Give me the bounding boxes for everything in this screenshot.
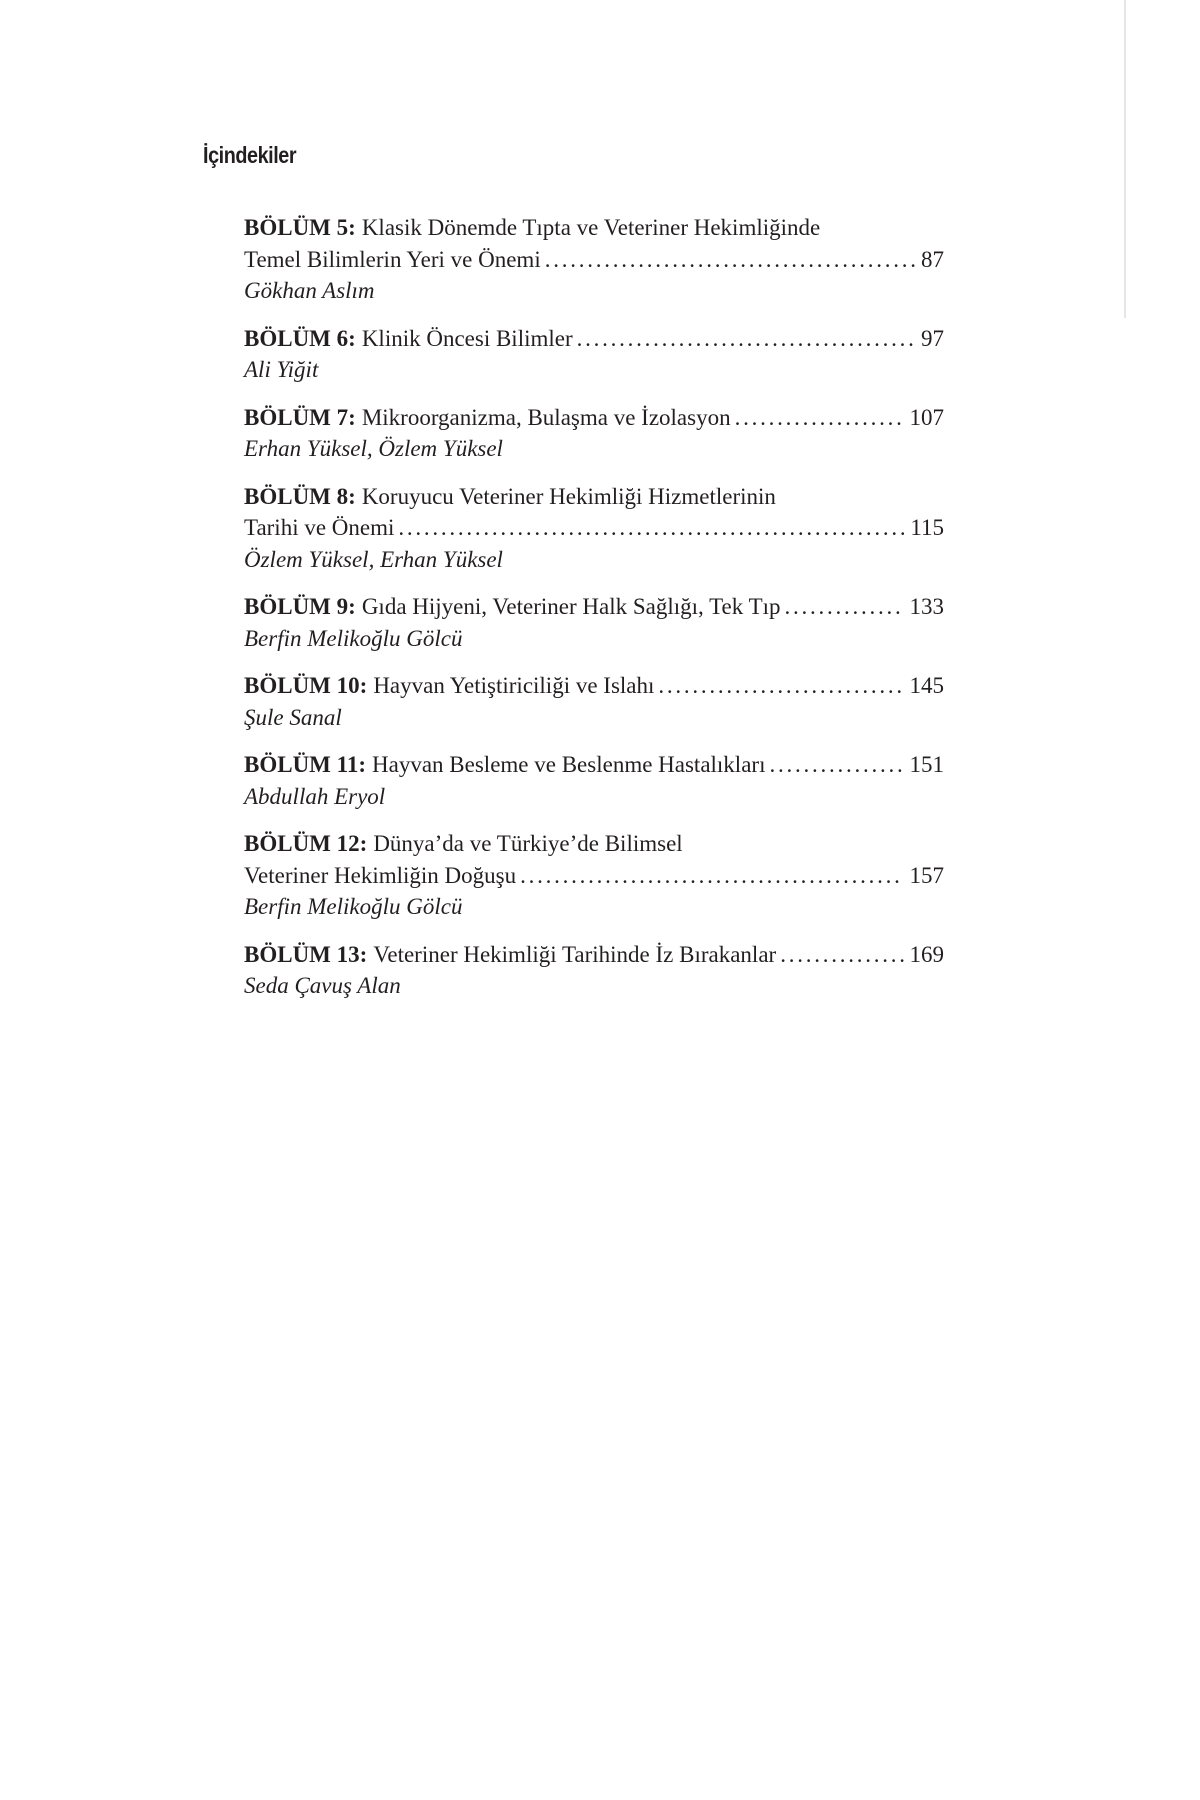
- page-number: 169: [909, 941, 944, 967]
- page-number: 133: [909, 594, 944, 619]
- toc-title-line: [244, 323, 944, 355]
- toc-title-line: [244, 481, 944, 513]
- page-number: 157: [909, 862, 944, 888]
- chapter-label: BÖLÜM 13:: [244, 941, 368, 967]
- dot-leader: [780, 939, 903, 971]
- toc-title-line: [244, 212, 944, 244]
- chapter-title: Temel Bilimlerin Yeri ve Önemi: [244, 246, 541, 272]
- chapter-label: BÖLÜM 6:: [244, 325, 356, 351]
- chapter-title: Klasik Dönemde Tıpta ve Veteriner Hekimliğinde: [361, 215, 821, 240]
- chapter-author: Berfin Melikoğlu Gölcü: [244, 894, 463, 919]
- dot-leader: [785, 591, 904, 623]
- chapter-label: BÖLÜM 8:: [244, 483, 356, 509]
- chapter-author: Seda Çavuş Alan: [244, 973, 401, 998]
- chapter-author: Gökhan Aslım: [244, 278, 375, 303]
- page-number: 115: [910, 515, 944, 540]
- toc-entry-chapter-7[interactable]: [244, 402, 944, 465]
- toc-entry-chapter-8[interactable]: [244, 481, 944, 576]
- toc-entry-chapter-5[interactable]: [244, 212, 944, 307]
- page-number: 151: [909, 752, 944, 777]
- chapter-author: Erhan Yüksel, Özlem Yüksel: [244, 436, 503, 461]
- page-number: 145: [909, 673, 944, 698]
- chapter-title: Tarihi ve Önemi: [244, 515, 395, 540]
- toc-title-line: [244, 939, 944, 971]
- toc-title-line: [244, 512, 944, 544]
- chapter-title: Hayvan Besleme ve Beslenme Hastalıkları: [372, 752, 766, 777]
- page-edge-line: [1124, 0, 1126, 318]
- toc-title-line: [244, 402, 944, 434]
- chapter-author: Berfin Melikoğlu Gölcü: [244, 625, 463, 651]
- toc-entry-chapter-12[interactable]: [244, 828, 944, 923]
- toc-title-line: [244, 670, 944, 702]
- table-of-contents: [244, 212, 944, 1018]
- chapter-title: Klinik Öncesi Bilimler: [361, 325, 573, 351]
- toc-entry-chapter-11[interactable]: [244, 749, 944, 812]
- dot-leader: [577, 323, 915, 355]
- dot-leader: [545, 244, 915, 276]
- toc-entry-chapter-9[interactable]: [244, 591, 944, 654]
- chapter-title: Dünya’da ve Türkiye’de Bilimsel: [373, 831, 683, 856]
- toc-title-line: [244, 244, 944, 276]
- dot-leader: [658, 670, 903, 702]
- toc-title-line: [244, 828, 944, 860]
- dot-leader: [520, 860, 903, 892]
- chapter-label: BÖLÜM 12:: [244, 831, 368, 856]
- dot-leader: [735, 402, 904, 434]
- page-number: 107: [909, 404, 944, 430]
- chapter-title: Gıda Hijyeni, Veteriner Halk Sağlığı, Tek Tıp: [361, 594, 781, 619]
- toc-title-line: [244, 749, 944, 781]
- chapter-title: Koruyucu Veteriner Hekimliği Hizmetlerinin: [361, 483, 776, 509]
- chapter-title: Mikroorganizma, Bulaşma ve İzolasyon: [361, 404, 731, 430]
- toc-entry-chapter-13[interactable]: [244, 939, 944, 1002]
- chapter-author: Şule Sanal: [244, 704, 342, 730]
- chapter-label: BÖLÜM 5:: [244, 215, 356, 240]
- chapter-label: BÖLÜM 7:: [244, 404, 356, 430]
- toc-entry-chapter-6[interactable]: [244, 323, 944, 386]
- toc-title-line: [244, 860, 944, 892]
- chapter-title: Veteriner Hekimliği Tarihinde İz Bırakanlar: [373, 941, 777, 967]
- dot-leader: [398, 512, 904, 544]
- toc-heading: İçindekiler: [203, 142, 297, 168]
- page-number: 97: [921, 325, 944, 351]
- dot-leader: [769, 749, 903, 781]
- chapter-label: BÖLÜM 9:: [244, 594, 356, 619]
- chapter-title: Hayvan Yetiştiriciliği ve Islahı: [373, 673, 655, 698]
- chapter-title: Veteriner Hekimliğin Doğuşu: [244, 862, 517, 888]
- chapter-author: Özlem Yüksel, Erhan Yüksel: [244, 546, 503, 572]
- chapter-author: Abdullah Eryol: [244, 783, 386, 809]
- chapter-label: BÖLÜM 11:: [244, 752, 367, 777]
- chapter-author: Ali Yiğit: [244, 357, 319, 382]
- toc-entry-chapter-10[interactable]: [244, 670, 944, 733]
- page-number: 87: [921, 246, 944, 272]
- chapter-label: BÖLÜM 10:: [244, 673, 368, 698]
- toc-title-line: [244, 591, 944, 623]
